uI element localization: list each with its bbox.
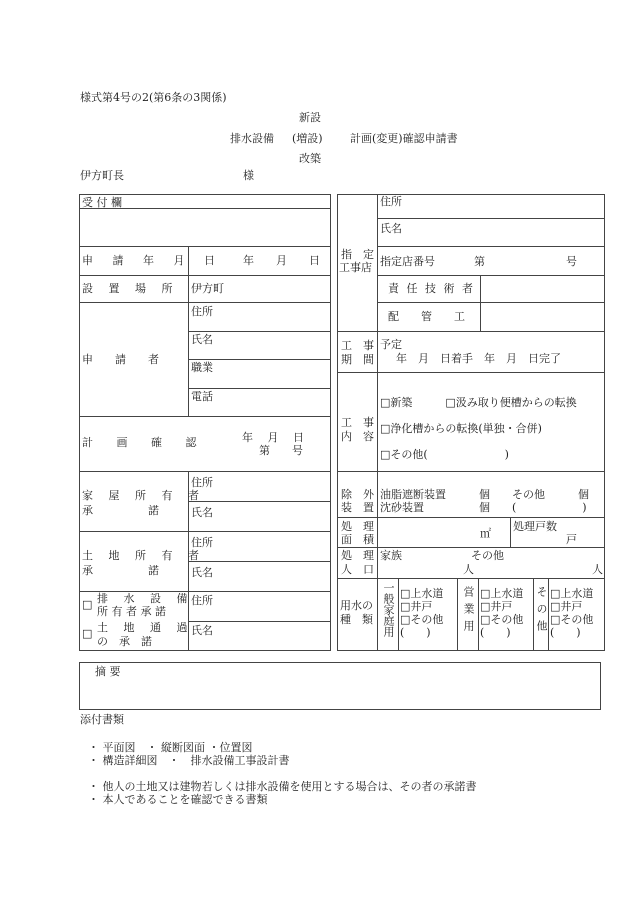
- land-owner-address-label: 住所: [191, 536, 213, 549]
- title-suffix: 計画(変更)確認申請書: [350, 132, 458, 145]
- plan-confirm-label: 計 画 確 認: [82, 436, 207, 449]
- option-zousetsu: (増設): [292, 132, 323, 145]
- application-date-label: 申 請 年 月 日: [82, 254, 223, 267]
- attachment-line-3: ・ 他人の土地又は建物若しくは排水設備を使用とする場合は、その者の承諾書: [88, 780, 477, 793]
- household-water-paren: ( ): [400, 626, 431, 639]
- construction-period-label: 工 事: [341, 339, 374, 352]
- family-label: 家族: [380, 549, 402, 562]
- attachment-line-1: ・ 平面図 ・ 縦断図面 ・位置図: [88, 741, 253, 754]
- drain-consent-label-2: 所 有 者 承 諾: [97, 605, 166, 618]
- population-label-2: 人 口: [341, 563, 374, 576]
- contractor-number-go: 号: [566, 255, 577, 268]
- drain-address-label: 住所: [191, 594, 213, 607]
- business-water-other[interactable]: □その他: [480, 613, 524, 626]
- content-option-2[interactable]: □浄化槽からの転換(単独・合併): [380, 422, 542, 435]
- drain-consent-label: 排 水 設 備: [97, 592, 194, 605]
- exclusion-device-label: 除 外: [341, 488, 374, 501]
- population-label: 処 理: [341, 549, 374, 562]
- land-owner-name-label: 氏名: [191, 566, 213, 579]
- treatment-area-label: 処 理: [341, 520, 374, 533]
- land-passage-label: 土 地 通 過: [97, 621, 194, 634]
- application-date-value[interactable]: 年 月 日: [243, 254, 320, 267]
- other-water-other[interactable]: □その他: [550, 613, 594, 626]
- treatment-area-label-2: 面 積: [341, 533, 374, 546]
- plan-confirm-number[interactable]: 第 号: [259, 444, 303, 457]
- construction-period-plan: 予定: [380, 338, 402, 351]
- other-water-paren: ( ): [550, 626, 581, 639]
- house-owner-name-label: 氏名: [191, 506, 213, 519]
- contractor-number-dai: 第: [474, 255, 485, 268]
- grease-trap-row[interactable]: 油脂遮断装置 個 その他 個: [380, 488, 589, 501]
- install-location-label: 設 置 場 所: [82, 282, 179, 295]
- designated-contractor-label: 指 定: [341, 248, 374, 261]
- construction-content-label: 工 事: [341, 416, 374, 429]
- drain-consent-checkbox[interactable]: □: [82, 598, 93, 611]
- applicant-tel-label: 電話: [191, 390, 213, 403]
- attachment-line-4: ・ 本人であることを確認できる書類: [88, 793, 268, 806]
- water-type-label-2: 種 類: [340, 613, 373, 626]
- chief-engineer-label: 責 任 技 術 者: [388, 282, 475, 295]
- drain-name-label: 氏名: [191, 624, 213, 637]
- exclusion-device-label-2: 装 置: [341, 501, 374, 514]
- attachment-line-2: ・ 構造詳細図 ・ 排水設備工事設計書: [88, 754, 290, 767]
- sand-trap-row[interactable]: 沈砂装置 個 ( ): [380, 501, 587, 514]
- applicant-job-label: 職業: [191, 361, 213, 374]
- content-option-1[interactable]: □新築 □汲み取り便槽からの転換: [380, 396, 577, 409]
- applicant-address-label: 住所: [191, 305, 213, 318]
- reception-label: 受 付 欄: [82, 196, 122, 209]
- land-owner-consent-label: 承 諾: [82, 564, 159, 577]
- applicant-name-label: 氏名: [191, 333, 213, 346]
- contractor-number-label: 指定店番号: [380, 255, 435, 268]
- plan-confirm-date[interactable]: 年 月 日: [242, 431, 304, 444]
- addressee: 伊方町長: [80, 169, 124, 182]
- other-water-well[interactable]: □井戸: [550, 600, 583, 613]
- business-use-label: 営業用: [462, 586, 475, 637]
- contractor-address-label: 住所: [380, 195, 402, 208]
- option-kaichiku: 改築: [299, 152, 321, 165]
- land-owner-label: 土 地 所 有 者: [82, 549, 205, 562]
- house-owner-label: 家 屋 所 有 者: [82, 489, 205, 502]
- plumber-label: 配 管 工: [388, 310, 465, 323]
- designated-contractor-label-2: 工事店: [339, 261, 372, 274]
- option-shinsetsu: 新設: [299, 111, 321, 124]
- title-prefix: 排水設備: [230, 132, 274, 145]
- form-number: 様式第4号の2(第6条の3関係): [80, 91, 227, 104]
- business-water-public[interactable]: □上水道: [480, 587, 524, 600]
- construction-content-label-2: 内 容: [341, 430, 374, 443]
- business-water-paren: ( ): [480, 626, 511, 639]
- house-owner-consent-label: 承 諾: [82, 504, 159, 517]
- other-label: その他: [471, 549, 504, 562]
- content-option-3[interactable]: □その他( ): [380, 448, 509, 461]
- households-label: 処理戸数: [513, 520, 557, 533]
- other-use-label: その他: [535, 586, 548, 637]
- households-unit: 戸: [566, 533, 577, 546]
- other-water-public[interactable]: □上水道: [550, 587, 594, 600]
- family-unit: 人: [463, 563, 474, 576]
- install-location-value[interactable]: 伊方町: [191, 282, 224, 295]
- household-water-other[interactable]: □その他: [400, 613, 444, 626]
- area-unit: ㎡: [480, 527, 491, 540]
- attachments-title: 添付書類: [80, 713, 124, 726]
- construction-period-value[interactable]: 年 月 日着手 年 月 日完了: [396, 352, 561, 365]
- household-water-public[interactable]: □上水道: [400, 587, 444, 600]
- household-water-well[interactable]: □井戸: [400, 600, 433, 613]
- applicant-label: 申 請 者: [82, 353, 159, 366]
- remarks-box[interactable]: [79, 662, 601, 710]
- business-water-well[interactable]: □井戸: [480, 600, 513, 613]
- other-unit: 人: [592, 563, 603, 576]
- household-use-label: 一般家庭用: [382, 582, 395, 637]
- land-passage-label-2: の 承 諾: [97, 635, 152, 648]
- land-passage-checkbox[interactable]: □: [82, 627, 93, 640]
- addressee-honorific: 様: [243, 169, 254, 182]
- water-type-label: 用水の: [340, 599, 373, 612]
- construction-period-label-2: 期 間: [341, 353, 374, 366]
- remarks-label: 摘 要: [95, 665, 121, 678]
- contractor-name-label: 氏名: [380, 222, 402, 235]
- house-owner-address-label: 住所: [191, 476, 213, 489]
